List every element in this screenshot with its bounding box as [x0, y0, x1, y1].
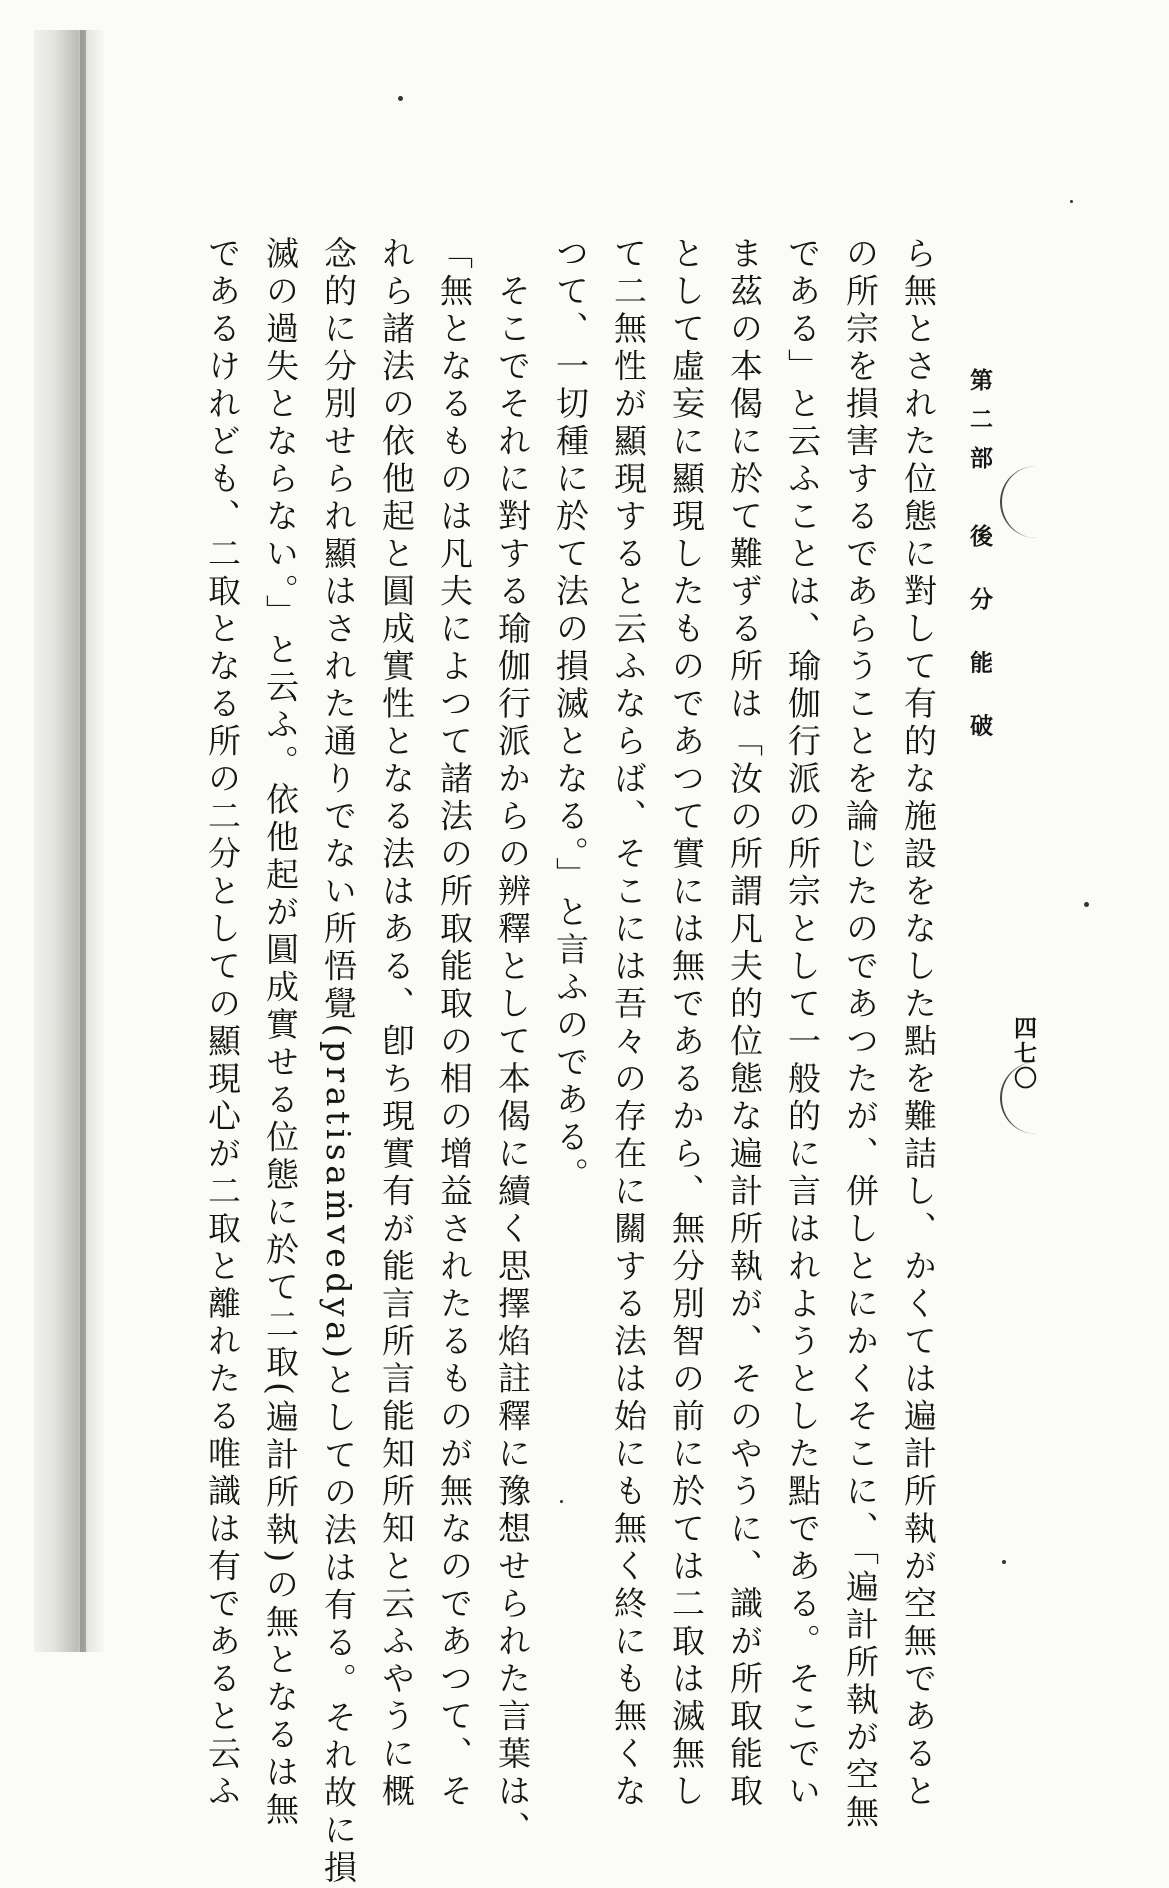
running-header: 第二部 後 分 能 破: [966, 368, 993, 753]
text-line: 「無となるものは凡夫によつて諸法の所取能取の相の增益されたるものが無なのであつて、そ: [435, 236, 474, 1811]
scan-speck: [560, 1500, 563, 1503]
text-line: つて、一切種に於て法の損滅となる。」と言ふのである。: [551, 236, 590, 1195]
text-line: である」と云ふことは、瑜伽行派の所宗として一般的に言はれようとした點である。そこでい: [783, 236, 822, 1811]
scan-speck: [1084, 902, 1089, 907]
margin-bracket-mark: [1000, 466, 1042, 538]
text-line: そこでそれに對する瑜伽行派からの辨釋として本偈に續く思擇焰註釋に豫想せられた言葉は、: [493, 236, 532, 1849]
scan-speck: [398, 96, 403, 101]
binding-gutter-line: [80, 30, 86, 1652]
text-line: の所宗を損害するであらうことを論じたのであつたが、併しとにかくそこに、「遍計所執が空無: [841, 236, 880, 1832]
scan-speck: [1002, 1560, 1006, 1564]
text-line: として虛妄に顯現したものであつて實には無であるから、無分別智の前に於ては二取は滅無し: [667, 236, 706, 1811]
book-binding-shadow: [34, 30, 104, 1652]
text-line: れら諸法の依他起と圓成實性となる法はある、卽ち現實有が能言所言能知所知と云ふやうに概: [377, 236, 416, 1811]
text-line: ま茲の本偈に於て難ずる所は「汝の所謂凡夫的位態な遍計所執が、そのやうに、識が所取能取: [725, 236, 764, 1811]
text-line: であるけれども、二取となる所の二分としての顯現心が二取と離れたる唯識は有であると云ふ: [203, 236, 242, 1811]
text-line: ら無とされた位態に對して有的な施設をなした點を難詰し、かくては遍計所執が空無であると: [899, 236, 938, 1811]
page-number: 四七〇: [1010, 1016, 1037, 1091]
text-line: 滅の過失とならない。」と云ふ。依他起が圓成實せる位態に於て二取(遍計所執)の無となるは無: [261, 236, 300, 1830]
text-line: 念的に分別せられ顯はされた通りでない所悟覺(pratisaṁvedya)としての法は有る。それ故に損: [319, 236, 358, 1888]
text-line: て二無性が顯現すると云ふならば、そこには吾々の存在に關する法は始にも無く終にも無くな: [609, 236, 648, 1811]
body-text: [193, 236, 947, 1888]
scan-speck: [1070, 200, 1073, 203]
margin-bracket-mark: [1000, 1062, 1042, 1134]
